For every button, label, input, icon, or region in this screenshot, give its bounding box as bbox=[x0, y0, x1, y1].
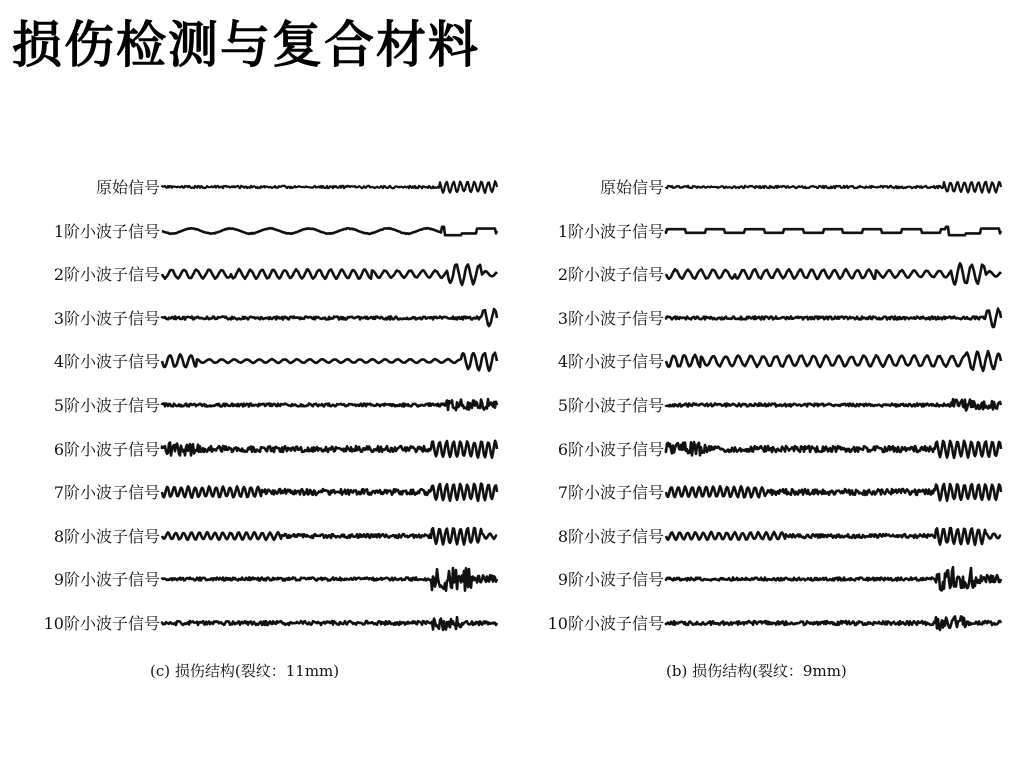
waveform-trace bbox=[162, 226, 497, 234]
signal-row bbox=[12, 477, 512, 507]
signal-row bbox=[12, 259, 512, 289]
signal-waveform bbox=[162, 172, 507, 202]
signal-row bbox=[12, 346, 512, 376]
waveform-trace bbox=[666, 226, 1001, 234]
signal-row bbox=[516, 521, 1016, 551]
signal-label: 5阶小波子信号 bbox=[557, 396, 664, 415]
waveform-trace bbox=[666, 263, 1001, 284]
figure-panel-right bbox=[516, 172, 1016, 692]
waveform-trace bbox=[666, 568, 1001, 591]
signal-label: 8阶小波子信号 bbox=[557, 526, 664, 546]
signal-label: 7阶小波子信号 bbox=[53, 483, 160, 503]
waveform-trace bbox=[666, 484, 1001, 501]
signal-row bbox=[516, 303, 1016, 333]
signal-label: 10阶小波子信号 bbox=[43, 614, 160, 633]
signal-waveform bbox=[162, 434, 507, 464]
signal-label: 原始信号 bbox=[599, 178, 664, 197]
signal-waveform bbox=[666, 303, 1011, 333]
slide-title: 损伤检测与复合材料 bbox=[12, 16, 480, 74]
signal-row bbox=[12, 216, 512, 246]
waveform-trace bbox=[162, 265, 497, 285]
signal-row bbox=[12, 303, 512, 333]
signal-waveform bbox=[162, 259, 507, 289]
signal-label: 3阶小波子信号 bbox=[53, 308, 160, 328]
signal-label: 2阶小波子信号 bbox=[557, 265, 664, 285]
signal-waveform bbox=[162, 303, 507, 333]
waveform-trace bbox=[162, 309, 497, 326]
signal-label: 6阶小波子信号 bbox=[557, 439, 664, 459]
waveform-trace bbox=[162, 568, 497, 591]
waveform-trace bbox=[162, 617, 497, 630]
waveform-trace bbox=[666, 352, 1001, 372]
signal-label: 9阶小波子信号 bbox=[557, 570, 664, 590]
signal-waveform bbox=[162, 216, 507, 246]
waveform-trace bbox=[666, 616, 1001, 630]
signal-row bbox=[516, 564, 1016, 594]
signal-row bbox=[12, 564, 512, 594]
signal-row bbox=[516, 259, 1016, 289]
waveform-trace bbox=[666, 399, 1001, 410]
signal-row bbox=[12, 434, 512, 464]
signal-waveform bbox=[162, 390, 507, 420]
signal-label: 10阶小波子信号 bbox=[547, 614, 664, 633]
signal-row bbox=[12, 390, 512, 420]
signal-waveform bbox=[162, 608, 507, 638]
signal-label: 1阶小波子信号 bbox=[557, 221, 664, 241]
waveform-trace bbox=[666, 440, 1001, 457]
signal-label: 6阶小波子信号 bbox=[53, 439, 160, 459]
signal-waveform bbox=[162, 346, 507, 376]
signal-waveform bbox=[666, 216, 1011, 246]
waveform-trace bbox=[162, 484, 497, 501]
signal-waveform bbox=[666, 521, 1011, 551]
waveform-trace bbox=[162, 353, 497, 371]
signal-label: 4阶小波子信号 bbox=[53, 352, 160, 372]
signal-waveform bbox=[162, 477, 507, 507]
signal-label: 8阶小波子信号 bbox=[53, 526, 160, 546]
signal-waveform bbox=[162, 521, 507, 551]
signal-row bbox=[12, 608, 512, 638]
panel-caption: (b) 损伤结构(裂纹：9mm) bbox=[666, 662, 847, 680]
signal-label: 原始信号 bbox=[95, 178, 160, 197]
signal-waveform bbox=[666, 477, 1011, 507]
signal-waveform bbox=[666, 390, 1011, 420]
signal-waveform bbox=[666, 259, 1011, 289]
waveform-trace bbox=[162, 181, 497, 193]
waveform-trace bbox=[162, 399, 497, 410]
signal-label: 5阶小波子信号 bbox=[53, 396, 160, 415]
signal-label: 7阶小波子信号 bbox=[557, 483, 664, 503]
signal-row bbox=[516, 434, 1016, 464]
signal-waveform bbox=[666, 608, 1011, 638]
signal-row bbox=[516, 346, 1016, 376]
signal-row bbox=[516, 608, 1016, 638]
signal-label: 9阶小波子信号 bbox=[53, 570, 160, 590]
signal-waveform bbox=[666, 564, 1011, 594]
signal-waveform bbox=[666, 172, 1011, 202]
waveform-trace bbox=[666, 182, 1001, 193]
signal-row bbox=[12, 521, 512, 551]
panel-caption: (c) 损伤结构(裂纹：11mm) bbox=[150, 662, 340, 680]
signal-row bbox=[12, 172, 512, 202]
figure-panel-left bbox=[12, 172, 512, 692]
waveform-trace bbox=[666, 528, 1001, 545]
signal-waveform bbox=[666, 434, 1011, 464]
signal-label: 1阶小波子信号 bbox=[53, 221, 160, 241]
signal-label: 4阶小波子信号 bbox=[557, 352, 664, 372]
signal-waveform bbox=[162, 564, 507, 594]
waveform-trace bbox=[666, 308, 1001, 327]
waveform-trace bbox=[162, 528, 497, 544]
signal-row bbox=[516, 477, 1016, 507]
signal-label: 3阶小波子信号 bbox=[557, 308, 664, 328]
signal-waveform bbox=[666, 346, 1011, 376]
signal-row bbox=[516, 390, 1016, 420]
signal-row bbox=[516, 216, 1016, 246]
signal-label: 2阶小波子信号 bbox=[53, 265, 160, 285]
waveform-trace bbox=[162, 440, 497, 457]
signal-row bbox=[516, 172, 1016, 202]
